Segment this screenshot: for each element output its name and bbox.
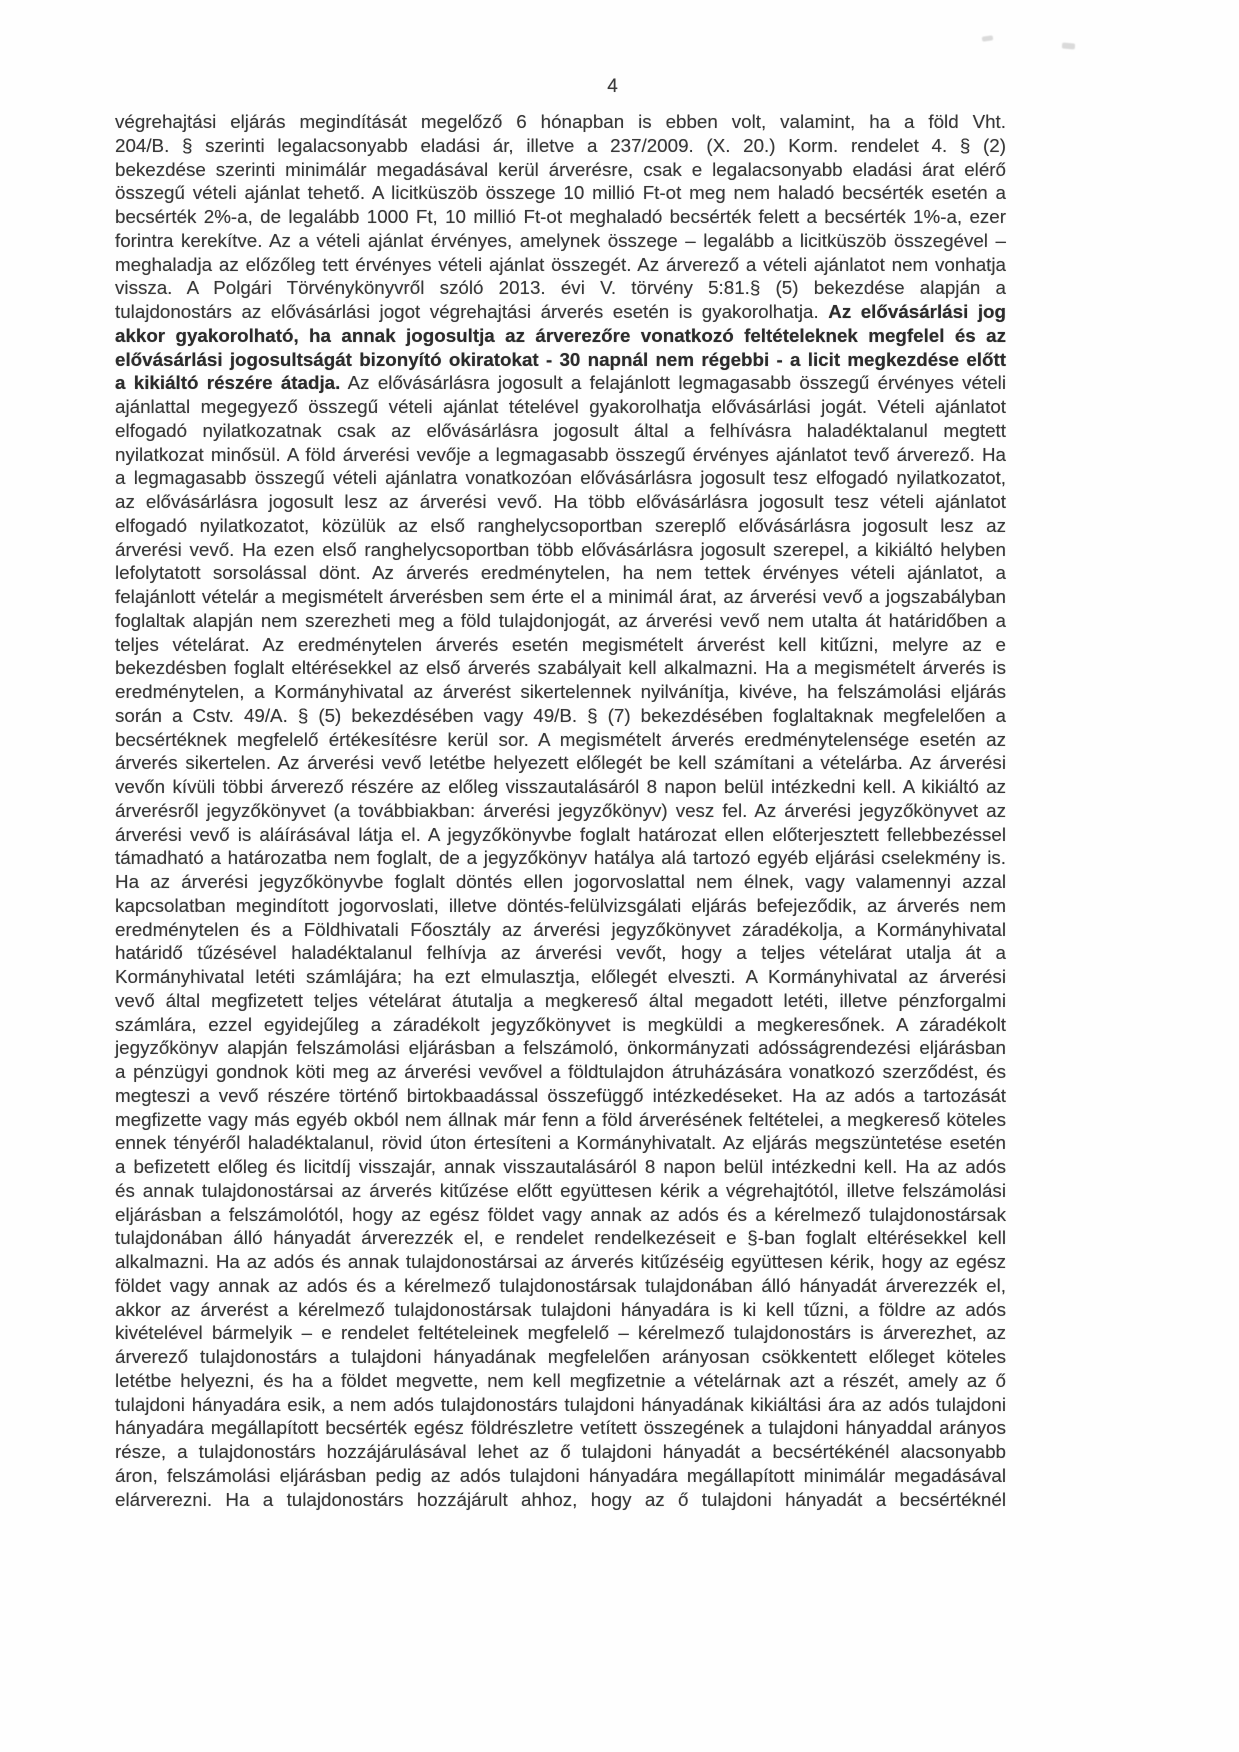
- text-segment: felajánlott vételár a megismételt árverésben sem érte el a minimál árat, az árverési vevő a jogszabályban: [115, 586, 1006, 607]
- text-segment: árverési vevő is aláírásával látja el. A jegyzőkönyvbe foglalt határozat ellen előterjesztett fellebbezéssel: [115, 823, 1006, 845]
- text-segment: lefolytatott sorsolással dönt. Az árverés eredménytelen, ha nem tettek érvényes vételi ajánlatot, a: [115, 562, 1006, 584]
- text-segment: kivételével bármelyik – e rendelet feltételeinek megfelelő – kérelmező tulajdonostárs is árverezhet, az: [115, 1322, 1006, 1344]
- text-line: [115, 1440, 1006, 1464]
- text-segment: árverési vevő. Ha ezen első ranghelycsoportban több elővásárlásra jogosult szerepel, a kikiáltó helyben: [115, 538, 1006, 560]
- text-segment: vevőn kívüli többi árverező részére az előleg visszautalásáról 8 napon belül intézkedni kell. A kikiáltó az: [115, 776, 1006, 797]
- text-line: [115, 1084, 1006, 1108]
- text-segment: árverés sikertelen. Az árverési vevő letétbe helyezett előlegét be kell számítani a vételárba. Az árverési: [115, 752, 1006, 774]
- text-segment: foglaltak alapján nem szerezheti meg a föld tulajdonjogát, az árverési vevő nem utalta át határidőben a: [115, 609, 1006, 631]
- text-line: [115, 1321, 1006, 1345]
- text-line: [115, 1250, 1006, 1274]
- text-line: [115, 870, 1006, 894]
- text-segment: tulajdonában álló hányadát árverezzék el, e rendelet rendelkezéseit e §-ban foglalt eltérésekkel kell: [115, 1227, 1006, 1249]
- text-line: [115, 1179, 1006, 1203]
- text-segment: összegű vételi ajánlat tehető. A licitküszöb összege 10 millió Ft-ot meg nem haladó becsérték esetén a: [115, 182, 1006, 204]
- text-segment: számlára, ezzel egyidejűleg a záradékolt jegyzőkönyvet is megküldi a megkeresőnek. A záradékolt: [115, 1013, 1006, 1035]
- text-segment: vevő által megfizetett teljes vételárat átutalja a megkereső által megadott letéti, illetve pénzforgalmi: [115, 989, 1006, 1011]
- text-line: [115, 680, 1006, 704]
- text-segment: forintra kerekítve. Az a vételi ajánlat érvényes, amelynek összege – legalább a licitküszöb összegével –: [115, 229, 1006, 251]
- text-line: [115, 253, 1006, 277]
- text-segment: árverező tulajdonostárs a tulajdoni hányadának megfelelően arányosan csökkentett előleget köteles: [115, 1346, 1006, 1367]
- text-line: [115, 704, 1006, 728]
- bold-text-segment: a kikiáltó részére átadja.: [115, 372, 341, 394]
- text-segment: része, a tulajdonostárs hozzájárulásával lehet az ő tulajdoni hányadát a becsértékénél alacsonyabb: [115, 1441, 1006, 1462]
- text-segment: hányadára megállapított becsérték egész földrészletre vetített összegének a tulajdoni hányaddal arányos: [115, 1417, 1006, 1439]
- text-line: [115, 538, 1006, 562]
- text-line: [115, 585, 1006, 609]
- text-segment: elfogadó nyilatkozatnak csak az elővásárlásra jogosult által a felhívásra haladéktalanul megtett: [115, 419, 1006, 441]
- text-line: [115, 1203, 1006, 1227]
- text-line: [115, 728, 1006, 752]
- text-segment: bekezdése szerinti minimálár megadásával kerül árverésre, csak e legalacsonyabb eladási árat elérő: [115, 158, 1006, 180]
- text-line: [115, 894, 1006, 918]
- text-segment: eredménytelen, a Kormányhivatal az árverést sikertelennek nyilvánítja, kivéve, ha felszámolási eljárás: [115, 681, 1006, 702]
- text-segment: meghaladja az előzőleg tett érvényes vételi ajánlat összegét. Az árverező a vételi ajánlatot nem vonhatja: [115, 253, 1006, 275]
- text-segment: az elővásárlásra jogosult lesz az árverési vevő. Ha több elővásárlásra jogosult tesz vételi ajánlatot: [115, 491, 1006, 512]
- text-line: [115, 443, 1006, 467]
- text-line: [115, 1060, 1006, 1084]
- text-line: [115, 1464, 1006, 1488]
- text-segment: 204/B. § szerinti legalacsonyabb eladási ár, illetve a 237/2009. (X. 20.) Korm. rendelet 4. § (2): [115, 134, 1006, 156]
- text-line: [115, 110, 1006, 134]
- text-segment: eljárásban a felszámolótól, hogy az egész földet vagy annak az adós és a kérelmező tulajdonostársak: [115, 1203, 1006, 1225]
- text-segment: becsérték 2%-a, de legalább 1000 Ft, 10 millió Ft-ot meghaladó becsérték felett a becsérték 1%-a, ezer: [115, 206, 1006, 227]
- text-line: [115, 656, 1006, 680]
- text-segment: megfizette vagy más egyéb okból nem állnak már fenn a föld árverésének feltételei, a megkereső köteles: [115, 1108, 1006, 1130]
- text-segment: a legmagasabb összegű vételi ajánlatra vonatkozóan elővásárlásra jogosult tesz elfogadó nyilatkozatot,: [115, 467, 1006, 489]
- legal-text-block: [115, 110, 1006, 1511]
- text-segment: elárverezni. Ha a tulajdonostárs hozzájárult ahhoz, hogy az ő tulajdoni hányadát a becsértéknél: [115, 1488, 1006, 1510]
- scan-artifact: [982, 35, 994, 41]
- text-line: [115, 371, 1006, 395]
- text-segment: végrehajtási eljárás megindítását megelőző 6 hónapban is ebben volt, valamint, ha a föld Vht.: [115, 111, 1006, 132]
- text-segment: határidő tűzésével haladéktalanul felhívja az árverési vevőt, hogy a teljes vételárat utalja át a: [115, 942, 1006, 964]
- text-segment: tulajdoni hányadára esik, a nem adós tulajdonostárs tulajdoni hányadának kikiáltási ára az adós tulajdoni: [115, 1393, 1006, 1415]
- text-line: [115, 300, 1006, 324]
- text-line: [115, 918, 1006, 942]
- text-line: [115, 1226, 1006, 1250]
- text-line: [115, 775, 1006, 799]
- text-segment: eredménytelen és a Földhivatali Főosztály az árverési jegyzőkönyvet záradékolja, a Kormányhivatal: [115, 918, 1006, 940]
- text-segment: ennek tényéről haladéktalanul, rövid úton értesíteni a Kormányhivatalt. Az eljárás megszüntetése esetén: [115, 1132, 1006, 1154]
- text-segment: földet vagy annak az adós és a kérelmező tulajdonostársak tulajdonában álló hányadát árverezzék el,: [115, 1274, 1006, 1296]
- text-segment: során a Cstv. 49/A. § (5) bekezdésében vagy 49/B. § (7) bekezdésében foglaltaknak megfelelően a: [115, 704, 1006, 726]
- text-line: [115, 1345, 1006, 1369]
- text-line: [115, 1393, 1006, 1417]
- text-line: [115, 1488, 1006, 1512]
- text-line: [115, 395, 1006, 419]
- text-line: [115, 941, 1006, 965]
- bold-text-segment: elővásárlási jogosultságát bizonyító okiratokat - 30 napnál nem régebbi - a licit megkezdése előtt: [115, 348, 1006, 370]
- text-segment: elfogadó nyilatkozatot, közülük az első ranghelycsoportban szereplő elővásárlásra jogosult lesz az: [115, 514, 1006, 536]
- text-segment: ajánlattal megegyező összegű vételi ajánlat tételével gyakorolhatja elővásárlási jogát. Vételi ajánlatot: [115, 396, 1006, 417]
- text-segment: jegyzőkönyv alapján felszámolási eljárásban a felszámoló, önkormányzati adósságrendezési eljárásban: [115, 1037, 1006, 1059]
- text-segment: alkalmazni. Ha az adós és annak tulajdonostársai az árverés kitűzéséig együttesen kérik, hogy az egész: [115, 1251, 1006, 1272]
- bold-text-segment: akkor gyakorolható, ha annak jogosultja az árverezőre vonatkozó feltételeknek megfelel és az: [115, 324, 1006, 346]
- text-line: [115, 181, 1006, 205]
- page-number: 4: [607, 76, 618, 97]
- text-segment: nyilatkozat minősül. A föld árverési vevője a legmagasabb összegű érvényes ajánlatot tevő árverező. Ha: [115, 443, 1006, 465]
- text-line: [115, 1131, 1006, 1155]
- scan-artifact: [1062, 42, 1075, 49]
- text-line: [115, 846, 1006, 870]
- text-segment: támadható a határozatba nem foglalt, de a jegyzőkönyv hatálya alá tartozó egyéb eljárási cselekmény is.: [115, 847, 1006, 869]
- text-line: [115, 1369, 1006, 1393]
- text-line: [115, 965, 1006, 989]
- text-line: [115, 1416, 1006, 1440]
- text-line: [115, 134, 1006, 158]
- text-line: [115, 490, 1006, 514]
- text-line: [115, 561, 1006, 585]
- text-line: [115, 514, 1006, 538]
- text-line: [115, 419, 1006, 443]
- text-segment: teljes vételárat. Az eredménytelen árverés esetén megismételt árverést kell kitűzni, melyre az e: [115, 633, 1006, 655]
- text-line: [115, 799, 1006, 823]
- text-segment: megteszi a vevő részére történő birtokbaadással összefüggő intézkedéseket. Ha az adós a tartozását: [115, 1084, 1006, 1106]
- text-line: [115, 989, 1006, 1013]
- text-segment: Kormányhivatal letéti számlájára; ha ezt elmulasztja, előlegét elveszti. A Kormányhivatal az árverési: [115, 966, 1006, 987]
- text-segment: és annak tulajdonostársai az árverés kitűzése előtt együttesen kérik a végrehajtótól, illetve felszámolási: [115, 1179, 1006, 1201]
- text-line: [115, 751, 1006, 775]
- text-line: [115, 1298, 1006, 1322]
- text-segment: árverésről jegyzőkönyvet (a továbbiakban: árverési jegyzőkönyv) vesz fel. Az árverési jegyzőkönyvet az: [115, 799, 1006, 821]
- text-line: [115, 1274, 1006, 1298]
- text-segment: a pénzügyi gondnok köti meg az árverési vevővel a földtulajdon átruházására vonatkozó szerződést, és: [115, 1061, 1006, 1082]
- text-segment: Az elővásárlásra jogosult a felajánlott legmagasabb összegű érvényes vételi: [340, 372, 1006, 394]
- text-line: [115, 348, 1006, 372]
- text-segment: letétbe helyezni, és ha a földet megvette, nem kell megfizetnie a vételárnak azt a részét, amely az ő: [115, 1369, 1006, 1391]
- bold-text-segment: Az elővásárlási jog: [828, 301, 1006, 322]
- text-line: [115, 1013, 1006, 1037]
- text-line: [115, 466, 1006, 490]
- text-line: [115, 609, 1006, 633]
- text-segment: a befizetett előleg és licitdíj visszajár, annak visszautalásáról 8 napon belül intézkedni kell. Ha az adós: [115, 1156, 1006, 1177]
- text-line: [115, 633, 1006, 657]
- text-line: [115, 1108, 1006, 1132]
- text-segment: becsértéknek megfelelő értékesítésre kerül sor. A megismételt árverés eredménytelensége esetén az: [115, 728, 1006, 750]
- text-line: [115, 1155, 1006, 1179]
- text-line: [115, 229, 1006, 253]
- text-line: [115, 324, 1006, 348]
- text-line: [115, 1036, 1006, 1060]
- text-segment: vissza. A Polgári Törvénykönyvről szóló 2013. évi V. törvény 5:81.§ (5) bekezdése alapján a: [115, 277, 1006, 299]
- text-line: [115, 823, 1006, 847]
- text-line: [115, 276, 1006, 300]
- text-line: [115, 158, 1006, 182]
- text-segment: bekezdésben foglalt eltérésekkel az első árverés szabályait kell alkalmazni. Ha a megismételt árverés is: [115, 657, 1006, 679]
- text-line: [115, 205, 1006, 229]
- text-segment: Ha az árverési jegyzőkönyvbe foglalt döntés ellen jogorvoslattal nem élnek, vagy valamennyi azzal: [115, 871, 1006, 892]
- text-segment: kapcsolatban megindított jogorvoslati, illetve döntés-felülvizsgálati eljárás befejeződik, az árverés nem: [115, 894, 1006, 916]
- text-segment: áron, felszámolási eljárásban pedig az adós tulajdoni hányadára megállapított minimálár megadásával: [115, 1464, 1006, 1486]
- text-segment: tulajdonostárs az elővásárlási jogot végrehajtási árverés esetén is gyakorolhatja.: [115, 301, 829, 322]
- text-segment: akkor az árverést a kérelmező tulajdonostársak tulajdoni hányadára is ki kell tűzni, a földre az adós: [115, 1298, 1006, 1320]
